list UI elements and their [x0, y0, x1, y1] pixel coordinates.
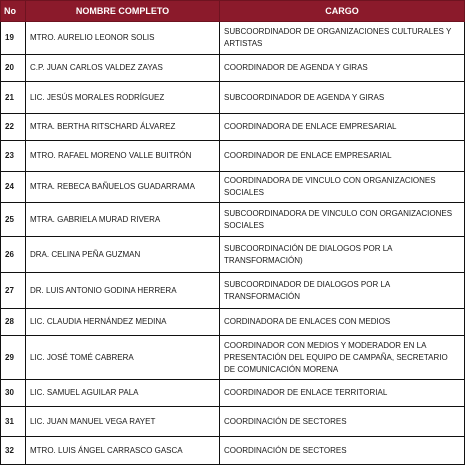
row-cargo: COORDINADORA DE ENLACE EMPRESARIAL	[220, 114, 465, 141]
row-name: DRA. CELINA PEÑA GUZMAN	[26, 237, 220, 273]
table-row	[1, 172, 465, 203]
table-row	[1, 336, 465, 380]
table-row	[1, 273, 465, 309]
row-number: 19	[1, 22, 26, 55]
header-no: No	[1, 1, 26, 22]
table-row	[1, 309, 465, 336]
table-row	[1, 141, 465, 172]
row-name: LIC. SAMUEL AGUILAR PALA	[26, 380, 220, 407]
row-cargo: COORDINADOR DE ENLACE TERRITORIAL	[220, 380, 465, 407]
row-number: 25	[1, 203, 26, 237]
table-row	[1, 237, 465, 273]
header-name: NOMBRE COMPLETO	[26, 1, 220, 22]
table-row	[1, 82, 465, 114]
row-number: 30	[1, 380, 26, 407]
table-row	[1, 380, 465, 407]
row-number: 24	[1, 172, 26, 203]
row-number: 28	[1, 309, 26, 336]
row-number: 22	[1, 114, 26, 141]
row-name: LIC. JUAN MANUEL VEGA RAYET	[26, 407, 220, 437]
row-name: LIC. JESÚS MORALES RODRÍGUEZ	[26, 82, 220, 114]
row-cargo: COORDINACIÓN DE SECTORES	[220, 407, 465, 437]
row-number: 29	[1, 336, 26, 380]
row-cargo: COORDINACIÓN DE SECTORES	[220, 437, 465, 465]
row-name: LIC. JOSÉ TOMÉ CABRERA	[26, 336, 220, 380]
row-number: 20	[1, 55, 26, 82]
row-cargo: SUBCOORDINADOR DE ORGANIZACIONES CULTURALES Y ARTISTAS	[220, 22, 465, 55]
row-cargo: SUBCOORDINADOR DE AGENDA Y GIRAS	[220, 82, 465, 114]
row-name: MTRA. REBECA BAÑUELOS GUADARRAMA	[26, 172, 220, 203]
row-number: 27	[1, 273, 26, 309]
row-name: DR. LUIS ANTONIO GODINA HERRERA	[26, 273, 220, 309]
row-cargo: COORDINADORA DE VINCULO CON ORGANIZACIONES SOCIALES	[220, 172, 465, 203]
row-number: 23	[1, 141, 26, 172]
row-number: 21	[1, 82, 26, 114]
table-row	[1, 55, 465, 82]
header-cargo: CARGO	[220, 1, 465, 22]
row-name: MTRO. LUIS ÁNGEL CARRASCO GASCA	[26, 437, 220, 465]
row-cargo: COORDINADOR CON MEDIOS Y MODERADOR EN LA PRESENTACIÓN DEL EQUIPO DE CAMPAÑA, SECRETARIO DE COMUNICACIÓN MORENA	[220, 336, 465, 380]
table-header-row	[1, 1, 465, 22]
row-name: MTRO. RAFAEL MORENO VALLE BUITRÓN	[26, 141, 220, 172]
row-number: 32	[1, 437, 26, 465]
row-name: MTRO. AURELIO LEONOR SOLIS	[26, 22, 220, 55]
row-name: LIC. CLAUDIA HERNÁNDEZ MEDINA	[26, 309, 220, 336]
row-cargo: CORDINADORA DE ENLACES CON MEDIOS	[220, 309, 465, 336]
row-name: MTRA. GABRIELA MURAD RIVERA	[26, 203, 220, 237]
table-row	[1, 407, 465, 437]
row-cargo: SUBCOORDINADOR DE DIALOGOS POR LA TRANSFORMACIÓN	[220, 273, 465, 309]
table-row	[1, 437, 465, 465]
row-cargo: SUBCOORDINACIÓN DE DIALOGOS POR LA TRANSFORMACIÓN)	[220, 237, 465, 273]
table-row	[1, 22, 465, 55]
table-row	[1, 114, 465, 141]
row-cargo: COORDINADOR DE ENLACE EMPRESARIAL	[220, 141, 465, 172]
row-name: MTRA. BERTHA RITSCHARD ÁLVAREZ	[26, 114, 220, 141]
table-row	[1, 203, 465, 237]
row-number: 31	[1, 407, 26, 437]
row-number: 26	[1, 237, 26, 273]
row-name: C.P. JUAN CARLOS VALDEZ ZAYAS	[26, 55, 220, 82]
row-cargo: COORDINADOR DE AGENDA Y GIRAS	[220, 55, 465, 82]
row-cargo: SUBCOORDINADORA DE VINCULO CON ORGANIZACIONES SOCIALES	[220, 203, 465, 237]
